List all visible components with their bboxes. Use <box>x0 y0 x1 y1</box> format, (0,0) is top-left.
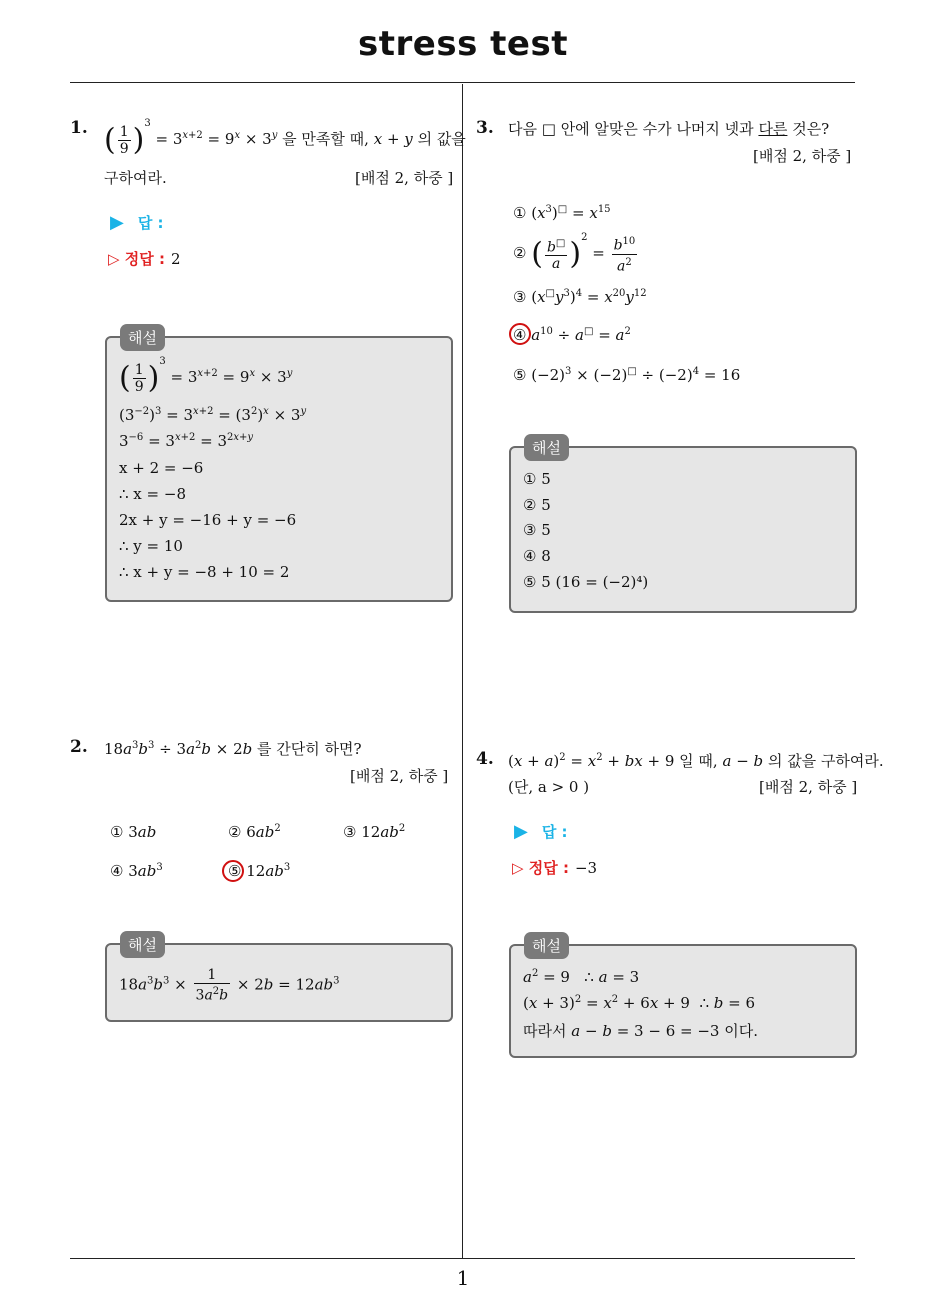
play-icon: ▶ <box>514 821 528 842</box>
option-3[interactable]: ③ $12ab^2$ <box>343 823 406 841</box>
exp-line: ∴ x = −8 <box>119 485 186 503</box>
option-3[interactable]: ③ $(x^□y^3)^4 = x^{20}y^{12}$ <box>513 288 647 306</box>
correct-answer: ▷ 정답 : −3 <box>512 859 598 877</box>
explanation-tag: 해설 <box>120 324 165 351</box>
exp-line: $(3^{-2})^3 = 3^{x+2} = (3^2)^x \times 3^y$ <box>119 406 307 424</box>
option-1[interactable]: ① 3ab <box>110 823 157 841</box>
exp-line: $3^{-6} = 3^{x+2} = 3^{2x+y}$ <box>119 432 254 450</box>
option-1[interactable]: ① $(x^3)^□ = x^{15}$ <box>513 204 611 222</box>
exp-line: 2x + y = −16 + y = −6 <box>119 511 297 529</box>
question-number: 3. <box>476 118 494 138</box>
question-1-line2: 구하여라. <box>104 169 167 187</box>
exp-line: $18a^3b^3$ × $\frac{1}{3a^2b}$ × $2b = 12ab^3$ <box>119 967 340 1004</box>
question-number: 4. <box>476 749 494 769</box>
page-title: stress test <box>358 24 568 64</box>
outline-triangle-icon: ▷ <box>108 250 120 268</box>
exp-line: ① 5 <box>523 470 551 488</box>
option-4[interactable]: ④ $a^{10} \div a^□ = a^2$ <box>513 326 631 344</box>
selected-answer-mark <box>222 860 244 882</box>
explanation-tag: 해설 <box>524 434 569 461</box>
question-3-text: 다음 □ 안에 알맞은 수가 나머지 넷과 다른 것은? <box>508 120 830 138</box>
exp-line: 따라서 a − b = 3 − 6 = −3 이다. <box>523 1022 758 1040</box>
score-label: [배점 2, 하중 ] <box>759 778 858 796</box>
top-rule <box>70 82 855 83</box>
column-divider <box>462 84 463 1259</box>
exp-line: ∴ x + y = −8 + 10 = 2 <box>119 563 290 581</box>
option-4[interactable]: ④ $3ab^3$ <box>110 862 163 880</box>
page-number: 1 <box>456 1266 470 1290</box>
correct-answer: ▷ 정답 : 2 <box>108 250 181 268</box>
selected-answer-mark <box>509 323 531 345</box>
exp-line: $(x + 3)^2 = x^2 + 6x + 9$ ∴ b = 6 <box>523 994 756 1012</box>
question-1-text: 을 만족할 때, <box>282 130 369 148</box>
option-2[interactable]: ② ( $\frac{b^□}{a}$ )$^2$ = $\frac{b^{10}}{a^2}$ <box>513 232 636 275</box>
explanation-box <box>105 336 453 602</box>
explanation-box <box>509 446 857 613</box>
score-label: [배점 2, 하중 ] <box>355 169 454 187</box>
question-number: 2. <box>70 737 88 757</box>
answer-field[interactable]: ▶ 답 : <box>514 821 568 842</box>
exp-line: ④ 8 <box>523 547 551 565</box>
play-icon: ▶ <box>110 212 124 233</box>
exp-line: ② 5 <box>523 496 551 514</box>
question-4-condition: (단, a > 0 ) <box>508 778 590 796</box>
question-4-text: $(x + a)^2 = x^2$ + bx + 9 일 때, a − b 의 값을 구하여라. <box>508 752 884 770</box>
score-label: [배점 2, 하중 ] <box>753 147 852 165</box>
exp-line: ( $\frac{1}{9}$ )$^3 = 3^{x+2} = 9^x \times 3^y$ <box>119 356 293 396</box>
question-1-text-2: 의 값을 <box>417 130 466 148</box>
question-1-equation: ( $\frac{1}{9}$ )$^3 = 3^{x+2} = 9^x \times 3^y$ 을 만족할 때, x + y 의 값을 <box>104 118 466 158</box>
question-2-text: $18a^3b^3 \div 3a^2b \times 2b$ 를 간단히 하면? <box>104 740 362 758</box>
outline-triangle-icon: ▷ <box>512 859 524 877</box>
score-label: [배점 2, 하중 ] <box>350 767 449 785</box>
question-number: 1. <box>70 118 88 138</box>
exp-line: ⑤ 5 (16 = (−2)⁴) <box>523 573 649 591</box>
option-2[interactable]: ② $6ab^2$ <box>228 823 281 841</box>
explanation-box <box>509 944 857 1058</box>
exp-line: x + 2 = −6 <box>119 459 204 477</box>
answer-field[interactable]: ▶ 답 : <box>110 212 164 233</box>
option-5[interactable]: ⑤ $(-2)^3 \times (-2)^□ \div (-2)^4 = 16$ <box>513 366 741 384</box>
explanation-tag: 해설 <box>120 931 165 958</box>
bottom-rule <box>70 1258 855 1259</box>
option-5[interactable]: ⑤ $12ab^3$ <box>228 862 291 880</box>
exp-line: ③ 5 <box>523 521 551 539</box>
explanation-tag: 해설 <box>524 932 569 959</box>
exp-line: ∴ y = 10 <box>119 537 183 555</box>
exp-line: $a^2 = 9$ ∴ a = 3 <box>523 968 640 986</box>
